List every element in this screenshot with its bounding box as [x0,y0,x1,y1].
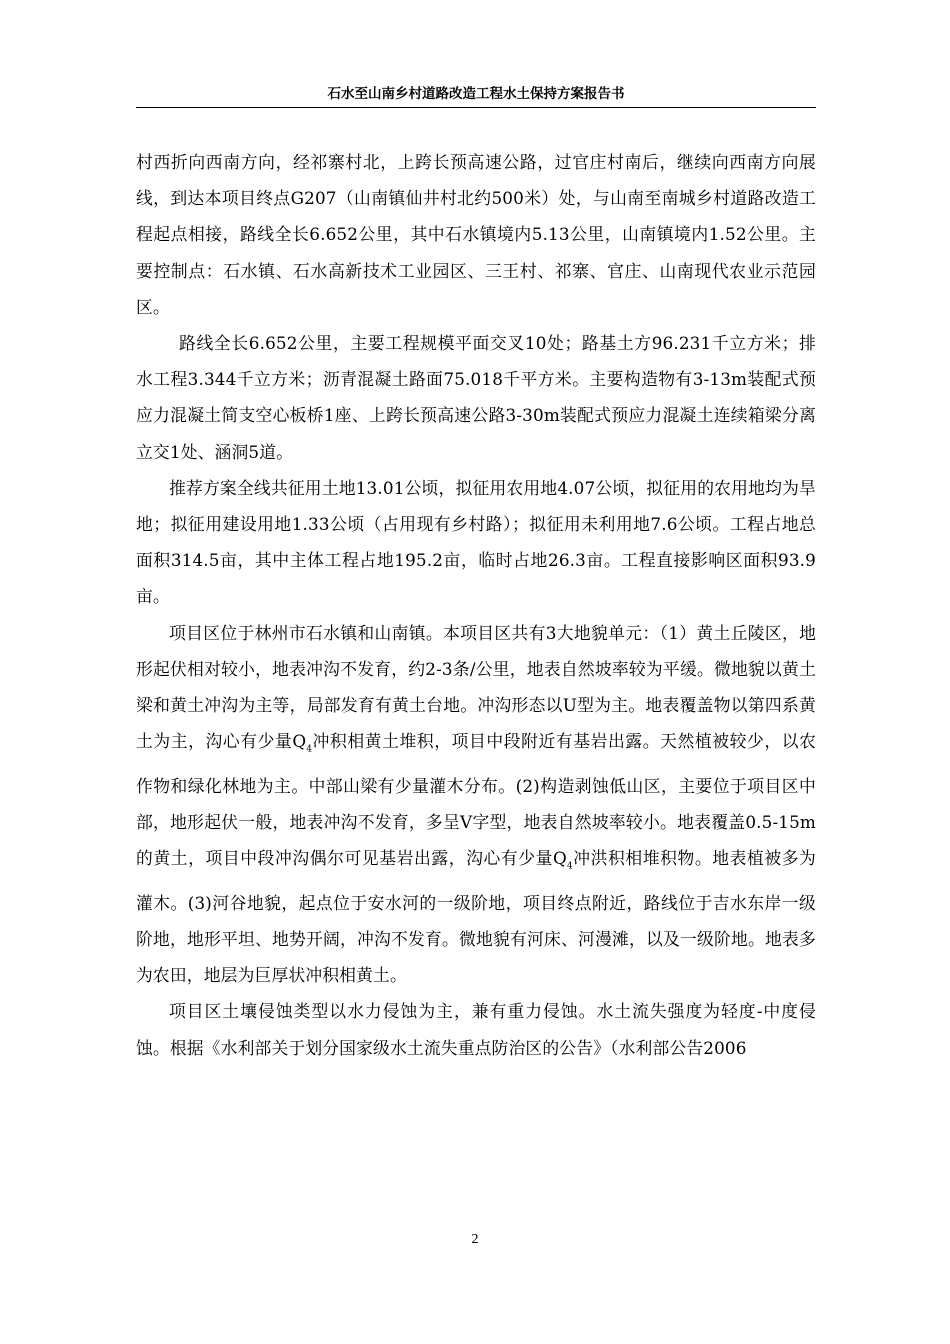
quaternary-subscript: 4 [566,861,573,872]
landform-text-part-3: 冲洪积相堆积物。地表植被多为灌木。(3)河谷地貌，起点位于安水河的一级阶地，项目终点附近，路线位于吉水东岸一级阶地，地形平坦、地势开阔，冲沟不发育。微地貌有河床、河漫滩，以及一级阶地。地表多为农田，地层为巨厚状冲积相黄土。 [136,848,816,986]
landform-text-part-2: 冲积相黄土堆积，项目中段附近有基岩出露。天然植被较少，以农作物和绿化林地为主。中部山梁有少量灌木分布。(2)构造剥蚀低山区，主要位于项目区中部，地形起伏一般，地表冲沟不发育，多呈V字型，地表自然坡率较小。地表覆盖0.5-15m的黄土，项目中段冲沟偶尔可见基岩出露，沟心有少量Q [136,731,816,869]
paragraph-route-description: 村西折向西南方向，经祁寨村北，上跨长预高速公路，过官庄村南后，继续向西南方向展线，到达本项目终点G207（山南镇仙井村北约500米）处，与山南至南城乡村道路改造工程起点相接，路线全长6.652公里，其中石水镇境内5.13公里，山南镇境内1.52公里。主要控制点：石水镇、石水高新技术工业园区、三王村、祁寨、官庄、山南现代农业示范园区。 [136,152,816,317]
paragraph-soil-erosion: 项目区土壤侵蚀类型以水力侵蚀为主，兼有重力侵蚀。水土流失强度为轻度-中度侵蚀。根据《水利部关于划分国家级水土流失重点防治区的公告》（水利部公告2006 [136,1001,816,1058]
landform-text-part-1: 项目区位于林州市石水镇和山南镇。本项目区共有3大地貌单元：（1）黄土丘陵区，地形起伏相对较小，地表冲沟不发育，约2-3条/公里，地表自然坡率较为平缓。微地貌以黄土梁和黄土冲沟为主等，局部发育有黄土台地。冲沟形态以U型为主。地表覆盖物以第四系黄土为主，沟心有少量Q [136,622,816,752]
header-divider [136,107,816,108]
running-header-title: 石水至山南乡村道路改造工程水土保持方案报告书 [327,86,625,102]
quaternary-subscript: 4 [306,744,313,755]
paragraph-engineering-scale: 路线全长6.652公里，主要工程规模平面交叉10处；路基土方96.231千立方米；排水工程3.344千立方米；沥青混凝土路面75.018千平方米。主要构造物有3-13m装配式预应力混凝土简支空心板桥1座、上跨长预高速公路3-30m装配式预应力混凝土连续箱梁分离立交1处、涵洞5道。 [136,333,816,462]
paragraph-landform-units [136,615,816,994]
paragraph-land-acquisition: 推荐方案全线共征用土地13.01公顷，拟征用农用地4.07公顷，拟征用的农用地均为旱地；拟征用建设用地1.33公顷（占用现有乡村路）；拟征用未利用地7.6公顷。工程占地总面积314.5亩，其中主体工程占地195.2亩，临时占地26.3亩。工程直接影响区面积93.9亩。 [136,477,816,607]
page-number: 2 [471,1232,479,1247]
body-text [136,144,816,1066]
